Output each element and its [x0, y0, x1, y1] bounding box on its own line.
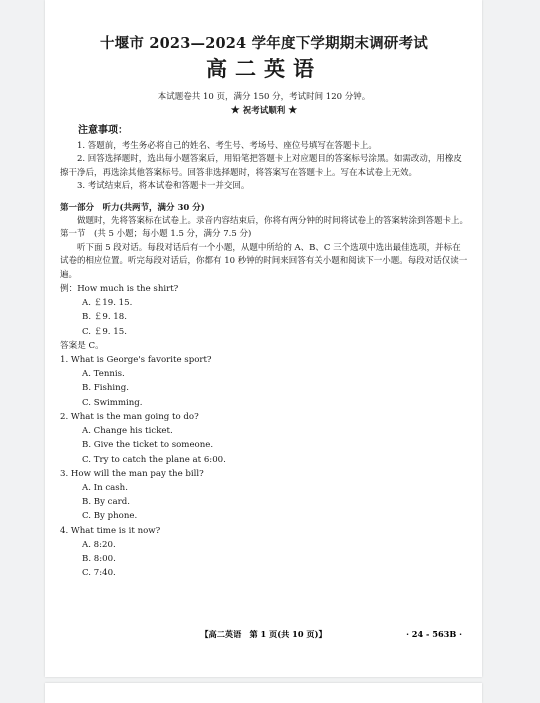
question-4-option: B. 8:00.	[82, 553, 116, 564]
star-icon: ★	[230, 105, 240, 116]
example-option: B. ￡9. 18.	[82, 312, 127, 323]
part1-heading: 第一部分 听力(共两节，满分 30 分)	[60, 202, 205, 213]
question-4-option: A. 8:20.	[82, 539, 116, 550]
question-2-option: A. Change his ticket.	[82, 426, 173, 437]
section1-instruction: 听下面 5 段对话。每段对话后有一个小题，从题中所给的 A、B、C 三个选项中选出最佳选项，并标在试卷的相应位置。听完每段对话后，你都有 10 秒钟的时间来回答有关小题和阅读下一小题。每段对话仅读一遍。	[60, 242, 468, 280]
notice-text: 祝考试顺利	[242, 106, 286, 116]
exam-page	[45, 0, 482, 677]
question-1-option: A. Tennis.	[82, 369, 125, 380]
part1-instruction: 做题时，先将答案标在试卷上。录音内容结束后，你将有两分钟的时间将试卷上的答案转涂到答题卡上。	[77, 216, 469, 227]
note-item: 2. 回答选择题时，选出每小题答案后，用铅笔把答题卡上对应题目的答案标号涂黑。如需改动，用橡皮擦干净后，再选涂其他答案标号。回答非选择题时，将答案写在答题卡上。写在本试卷上无效。	[60, 154, 462, 178]
exam-code: · 24 - 563B ·	[406, 629, 462, 639]
question-2-option: B. Give the ticket to someone.	[82, 440, 214, 451]
question-4: 4. What time is it now?	[60, 525, 161, 536]
page-label: 【高二英语 第 1 页(共 10 页)】	[200, 629, 327, 639]
star-icon: ★	[288, 105, 298, 116]
question-2-option: C. Try to catch the plane at 6:00.	[82, 454, 226, 465]
question-4-option: C. 7:40.	[82, 568, 116, 579]
good-luck-notice	[60, 105, 468, 117]
example-option: A. ￡19. 15.	[82, 298, 133, 309]
note-item: 1. 答题前，考生务必将自己的姓名、考生号、考场号、座位号填写在答题卡上。	[77, 141, 377, 151]
notes-title: 注意事项：	[78, 125, 128, 136]
section1-heading: 第一节 (共 5 小题；每小题 1.5 分，满分 7.5 分)	[60, 229, 252, 240]
example-answer: 答案是 C。	[60, 340, 104, 351]
exam-info: 本试题卷共 10 页，满分 150 分，考试时间 120 分钟。	[157, 92, 371, 102]
question-1-option: C. Swimming.	[82, 397, 143, 408]
question-1: 1. What is George's favorite sport?	[60, 355, 212, 366]
exam-title: 十堰市 2023—2024 学年度下学期期末调研考试	[99, 35, 428, 52]
example-question: 例：How much is the shirt?	[60, 284, 179, 295]
question-1-option: B. Fishing.	[82, 383, 129, 394]
question-3-option: A. In cash.	[82, 482, 128, 493]
exam-subject: 高二英语	[206, 56, 322, 81]
question-3: 3. How will the man pay the bill?	[60, 468, 204, 479]
page-content	[60, 34, 468, 580]
question-3-option: C. By phone.	[82, 511, 138, 522]
question-3-option: B. By card.	[82, 497, 130, 508]
note-item: 3. 考试结束后，将本试卷和答题卡一并交回。	[77, 181, 250, 192]
question-2: 2. What is the man going to do?	[60, 411, 199, 422]
example-option: C. ￡9. 15.	[82, 326, 127, 337]
next-page-edge	[45, 683, 482, 703]
